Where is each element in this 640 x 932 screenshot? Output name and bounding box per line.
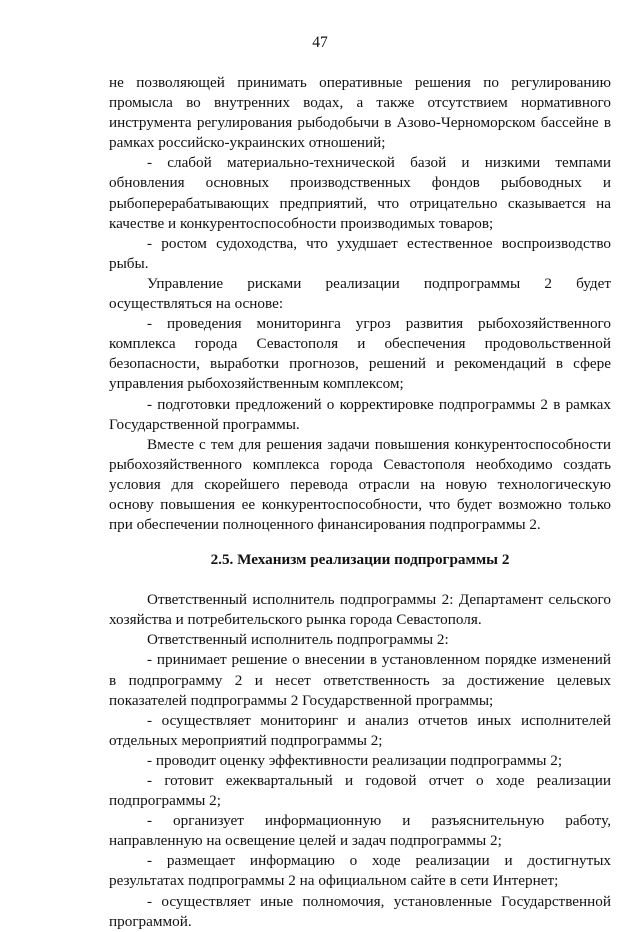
risk-measure-monitoring: - проведения мониторинга угроз развития рыбохозяйственного комплекса города Севастополя и обеспечения продовольственной безопасности, выработки прогнозов, решений и рекомендаций в сфере управления рыбохозяйственным комплексом; xyxy=(109,315,611,393)
page-body xyxy=(109,73,611,932)
duty-item-efficiency: - проводит оценку эффективности реализации подпрограммы 2; xyxy=(147,751,563,769)
risk-item-material-base: - слабой материально-технической базой и низкими темпами обновления основных производственных фондов рыбоводных и рыбоперерабатывающих предприятий, что отрицательно сказывается на качестве и конкурентоспособности производимых товаров; xyxy=(109,154,611,232)
responsible-executor-paragraph: Ответственный исполнитель подпрограммы 2: Департамент сельского хозяйства и потребительского рынка города Севастополя. xyxy=(109,591,611,629)
duty-item-publishing: - размещает информацию о ходе реализации и достигнутых результатах подпрограммы 2 на официальном сайте в сети Интернет; xyxy=(109,852,611,890)
duty-item-information-work: - организует информационную и разъяснительную работу, направленную на освещение целей и задач подпрограммы 2; xyxy=(109,812,611,850)
duty-item-monitoring: - осуществляет мониторинг и анализ отчетов иных исполнителей отдельных мероприятий подпрограммы 2; xyxy=(109,711,611,749)
paragraph-continuation: не позволяющей принимать оперативные решения по регулированию промысла во внутренних водах, а также отсутствием нормативного инструмента регулирования рыбодобычи в Азово-Черноморском бассейне в рамках российско-украинских отношений; xyxy=(109,74,611,152)
duty-item-amendments: - принимает решение о внесении в установленном порядке изменений в подпрограмму 2 и несет ответственность за достижение целевых показателей подпрограммы 2 Государственной программы; xyxy=(109,651,611,709)
duty-item-reporting: - готовит ежеквартальный и годовой отчет о ходе реализации подпрограммы 2; xyxy=(109,772,611,810)
risk-management-intro: Управление рисками реализации подпрограммы 2 будет осуществляться на основе: xyxy=(109,274,611,313)
risk-measure-adjustment: - подготовки предложений о корректировке подпрограммы 2 в рамках Государственной программы. xyxy=(109,395,611,433)
duty-item-other-powers: - осуществляет иные полномочия, установленные Государственной программой. xyxy=(109,892,611,930)
section-heading: 2.5. Механизм реализации подпрограммы 2 xyxy=(210,551,510,569)
competitiveness-paragraph: Вместе с тем для решения задачи повышения конкурентоспособности рыбохозяйственного комплекса города Севастополя необходимо создать условия для скорейшего перевода отрасли на новую технологическую основу повышения ее конкурентоспособности, что будет возможно только при обеспечении полноценного финансирования подпрограммы 2. xyxy=(109,435,611,534)
risk-item-shipping: - ростом судоходства, что ухудшает естественное воспроизводство рыбы. xyxy=(109,234,611,272)
page-number: 47 xyxy=(312,34,328,51)
responsible-executor-duties-intro: Ответственный исполнитель подпрограммы 2: xyxy=(147,631,449,649)
